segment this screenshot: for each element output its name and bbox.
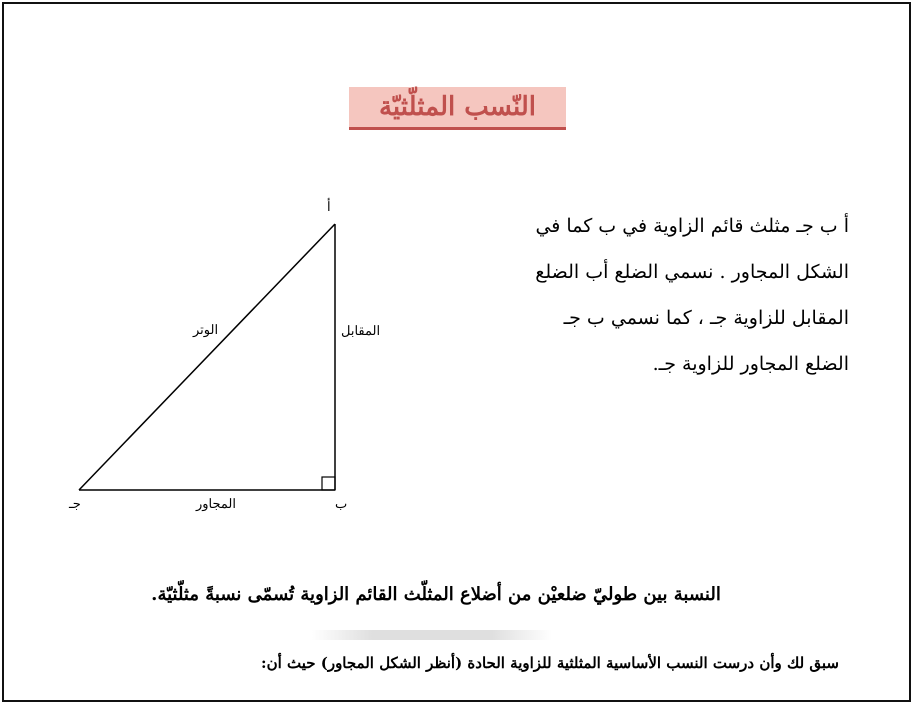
hypotenuse-label: الوتر <box>193 323 219 338</box>
vertex-b-label: ب <box>335 497 348 512</box>
definition-statement: النسبة بين طوليّ ضلعيْن من أضلاع المثلّث القائم الزاوية تُسمّى نسبةً مثلّثيّة. <box>151 584 721 605</box>
intro-sentence: سبق لك وأن درست النسب الأساسية المثلثية للزاوية الحادة (أنظر الشكل المجاور) حيث أن: <box>261 654 839 672</box>
paragraph-line: أ ب جـ مثلث قائم الزاوية في ب كما في <box>535 215 849 237</box>
paragraph-line: الشكل المجاور . نسمي الضلع أب الضلع <box>535 261 849 283</box>
vertex-c-label: جـ <box>69 497 81 512</box>
opposite-label: المقابل <box>341 324 381 339</box>
paragraph-line: المقابل للزاوية جـ ، كما نسمي ب جـ <box>563 307 849 329</box>
paragraph-line: الضلع المجاور للزاوية جـ. <box>652 353 849 375</box>
faded-mark <box>312 630 552 640</box>
right-angle-marker <box>322 477 335 490</box>
vertex-a-label: أ <box>327 200 331 215</box>
hypotenuse-side <box>79 224 335 490</box>
adjacent-label: المجاور <box>196 497 236 512</box>
page-title: النّسب المثلّثيّة <box>378 92 537 122</box>
